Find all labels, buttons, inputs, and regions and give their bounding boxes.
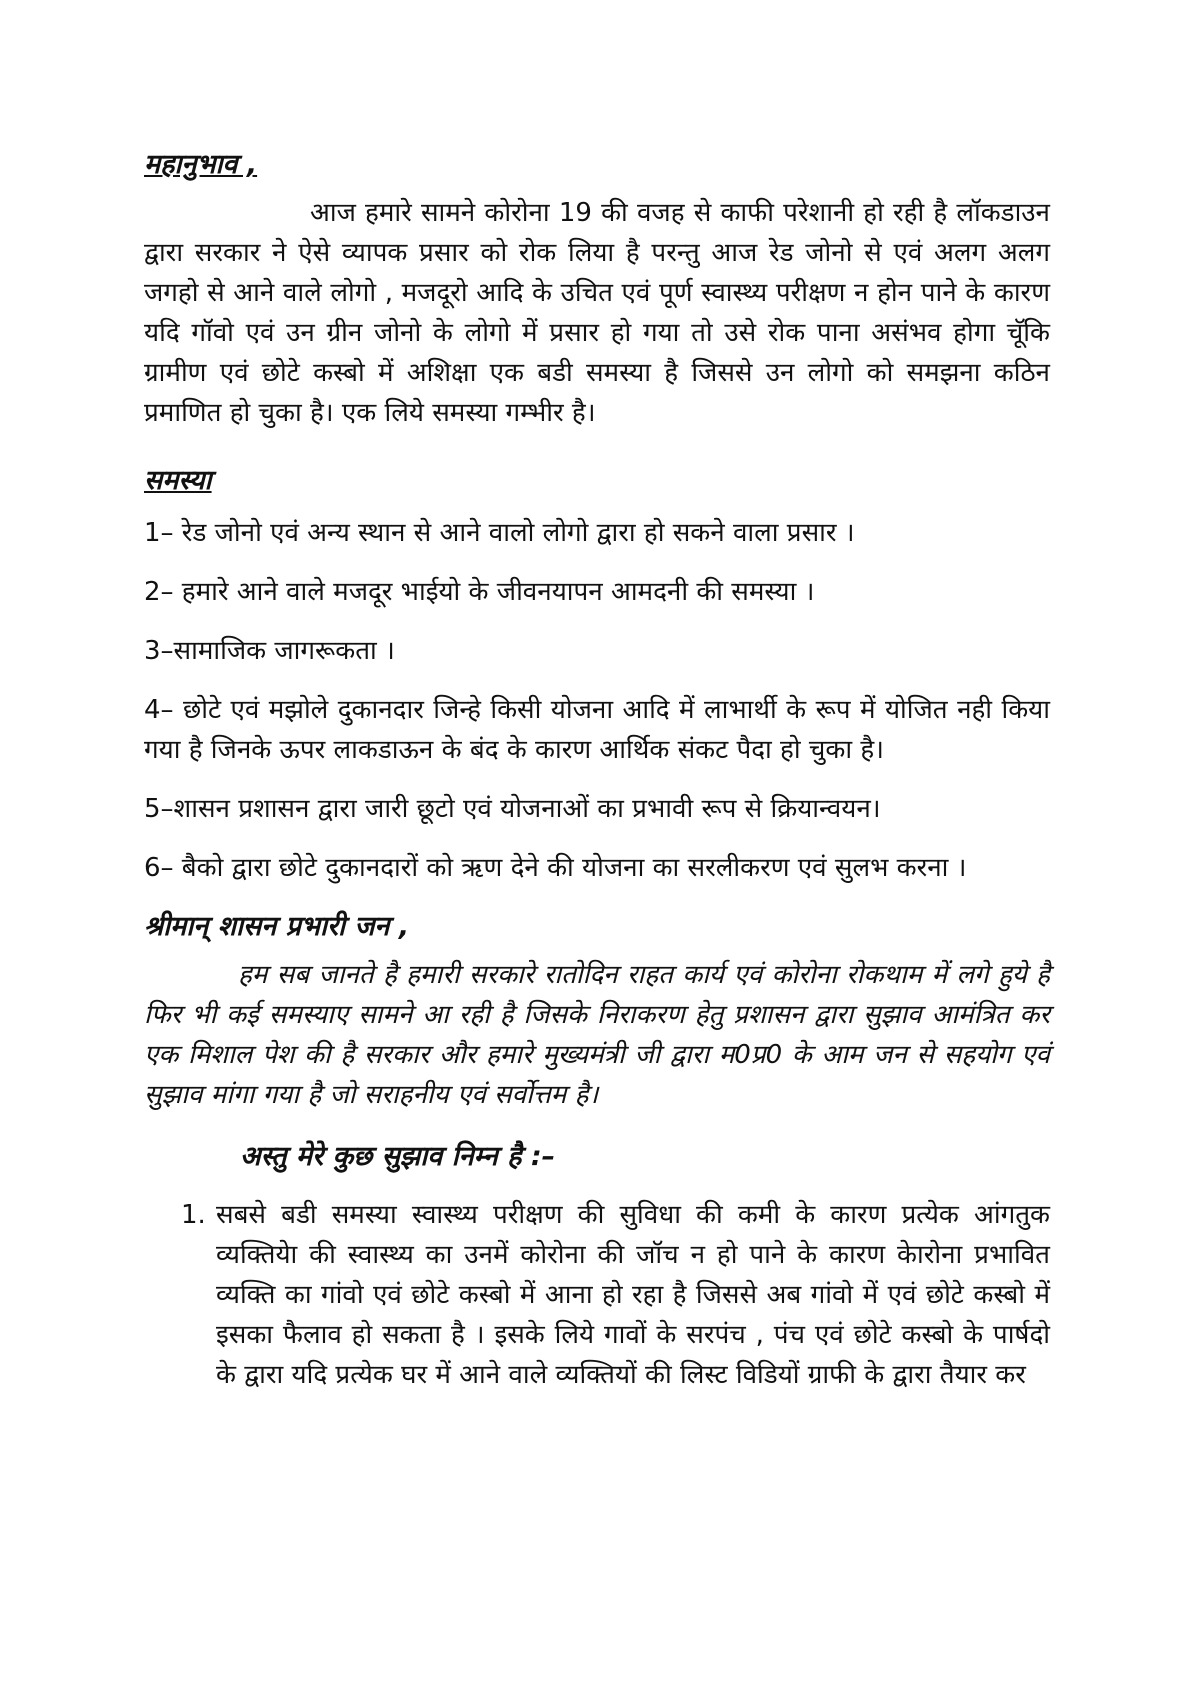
appeal-paragraph: हम सब जानते है हमारी सरकारे रातोदिन राहत कार्य एवं कोरोना रोकथाम में लगे हुये है फिर भी कई समस्याए सामने आ रही है जिसके निराकरण हेतु प्रशासन द्वारा सुझाव आमंत्रित कर एक मिशाल पेश की है सरकार और हमारे मुख्यमंत्री जी द्वारा म0प्र0 के आम जन से सहयोग एवं सुझाव मांगा गया है जो सराहनीय एवं सर्वोत्तम है। — [144, 960, 1050, 1110]
salutation-officials: श्रीमान् शासन प्रभारी जन , — [144, 911, 410, 942]
problem-item: 6– बैको द्वारा छोटे दुकानदारों को ऋण देने की योजना का सरलीकरण एवं सुलभ करना । — [144, 853, 967, 883]
document-body — [144, 145, 1050, 1395]
suggestions-heading: अस्तु मेरे कुछ सुझाव निम्न है :– — [240, 1141, 556, 1172]
problem-item: 1– रेड जोनो एवं अन्य स्थान से आने वालो लोगो द्वारा हो सकने वाला प्रसार । — [144, 518, 855, 548]
problems-heading: समस्या — [144, 465, 212, 496]
problem-item: 2– हमारे आने वाले मजदूर भाईयो के जीवनयापन आमदनी की समस्या । — [144, 577, 815, 607]
suggestion-number: 1. — [181, 1200, 206, 1230]
intro-paragraph: आज हमारे सामने कोरोना 19 की वजह से काफी परेशानी हो रही है लॉकडाउन द्वारा सरकार ने ऐसे व्यापक प्रसार को रोक लिया है परन्तु आज रेड जोनो से एवं अलग अलग जगहो से आने वाले लोगो , मजदूरो आदि के उचित एवं पूर्ण स्वास्थ्य परीक्षण न होन पाने के कारण यदि गॉवो एवं उन ग्रीन जोनो के लोगो में प्रसार हो गया तो उसे रोक पाना असंभव होगा चूॅकि ग्रामीण एवं छोटे कस्बो में अशिक्षा एक बडी समस्या है जिससे उन लोगो को समझना कठिन प्रमाणित हो चुका है। एक लिये समस्या गम्भीर है। — [144, 198, 1050, 428]
problems-list — [144, 513, 1050, 888]
problem-item: 3–सामाजिक जागरूकता । — [144, 636, 395, 666]
problem-item: 5–शासन प्रशासन द्वारा जारी छूटो एवं योजनाओं का प्रभावी रूप से क्रियान्वयन। — [144, 794, 881, 824]
suggestions-list — [144, 1195, 1050, 1395]
salutation-heading: महानुभाव , — [144, 149, 258, 180]
suggestion-text: सबसे बडी समस्या स्वास्थ्य परीक्षण की सुविधा की कमी के कारण प्रत्येक आंगतुक व्यक्तियेा की स्वास्थ्य का उनमें कोरोना की जॉच न हो पाने के कारण केारोना प्रभावित व्यक्ति का गांवो एवं छोटे कस्बो में आना हो रहा है जिससे अब गांवो में एवं छोटे कस्बो में इसका फैलाव हो सकता है । इसके लिये गावों के सरपंच , पंच एवं छोटे कस्बो के पार्षदो के द्वारा यदि प्रत्येक घर में आने वाले व्यक्तियों की लिस्ट विडियों ग्राफी के द्वारा तैयार कर — [216, 1200, 1050, 1390]
suggestion-item — [144, 1195, 1050, 1395]
problem-item: 4– छोटे एवं मझोले दुकानदार जिन्हे किसी योजना आदि में लाभार्थी के रूप में योजित नही किया गया है जिनके ऊपर लाकडाऊन के बंद के कारण आर्थिक संकट पैदा हो चुका है। — [144, 695, 1050, 765]
